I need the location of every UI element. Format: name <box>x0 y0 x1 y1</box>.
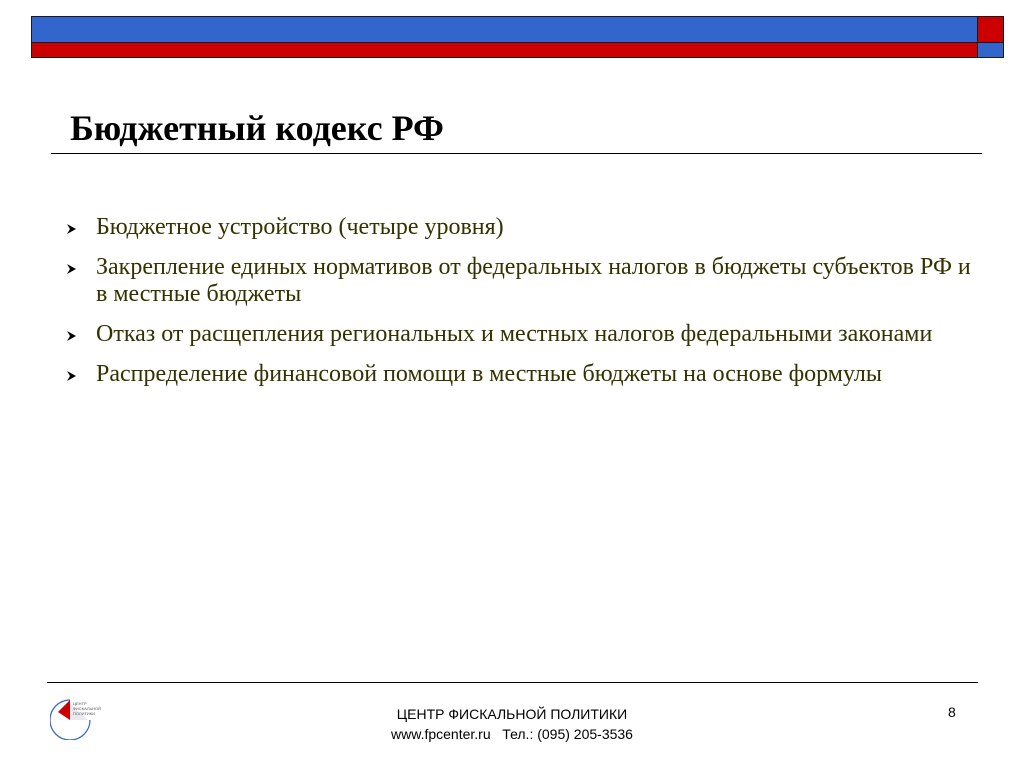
top-color-banner <box>31 16 1004 58</box>
fiscal-policy-center-logo <box>50 694 110 740</box>
bullet-text: Бюджетное устройство (четыре уровня) <box>96 214 504 240</box>
arrowhead-bullet-icon <box>66 370 78 382</box>
bullet-item <box>64 254 974 308</box>
banner-blue-bar <box>32 17 977 42</box>
footer-contact-line <box>312 724 712 744</box>
arrowhead-bullet-icon <box>66 223 78 235</box>
slide-title: Бюджетный кодекс РФ <box>70 108 444 148</box>
title-divider <box>51 153 982 154</box>
footer-divider <box>47 682 978 683</box>
bullet-list <box>64 214 974 401</box>
bullet-text: Распределение финансовой помощи в местные бюджеты на основе формулы <box>96 361 883 387</box>
bullet-text: Закрепление единых нормативов от федеральных налогов в бюджеты субъектов РФ и в местные бюджеты <box>96 254 971 307</box>
bullet-item <box>64 214 974 241</box>
footer-phone: Тел.: (095) 205-3536 <box>502 726 633 742</box>
logo-line: ФИСКАЛЬНОЙ <box>73 706 102 711</box>
footer-website: www.fpcenter.ru <box>391 726 491 742</box>
footer-org-name: ЦЕНТР ФИСКАЛЬНОЙ ПОЛИТИКИ <box>396 706 628 722</box>
arrowhead-bullet-icon <box>66 263 78 275</box>
bullet-item <box>64 361 974 388</box>
bullet-text: Отказ от расщепления региональных и местных налогов федеральными законами <box>96 321 933 347</box>
logo-line: ПОЛИТИКИ <box>73 711 95 716</box>
footer-contact <box>312 704 712 744</box>
banner-blue-square <box>978 43 1003 57</box>
banner-red-bar <box>32 43 977 57</box>
arrowhead-bullet-icon <box>66 330 78 342</box>
bullet-item <box>64 321 974 348</box>
page-number: 8 <box>948 704 956 720</box>
banner-red-square <box>978 17 1003 42</box>
logo-line: ЦЕНТР <box>73 701 87 706</box>
